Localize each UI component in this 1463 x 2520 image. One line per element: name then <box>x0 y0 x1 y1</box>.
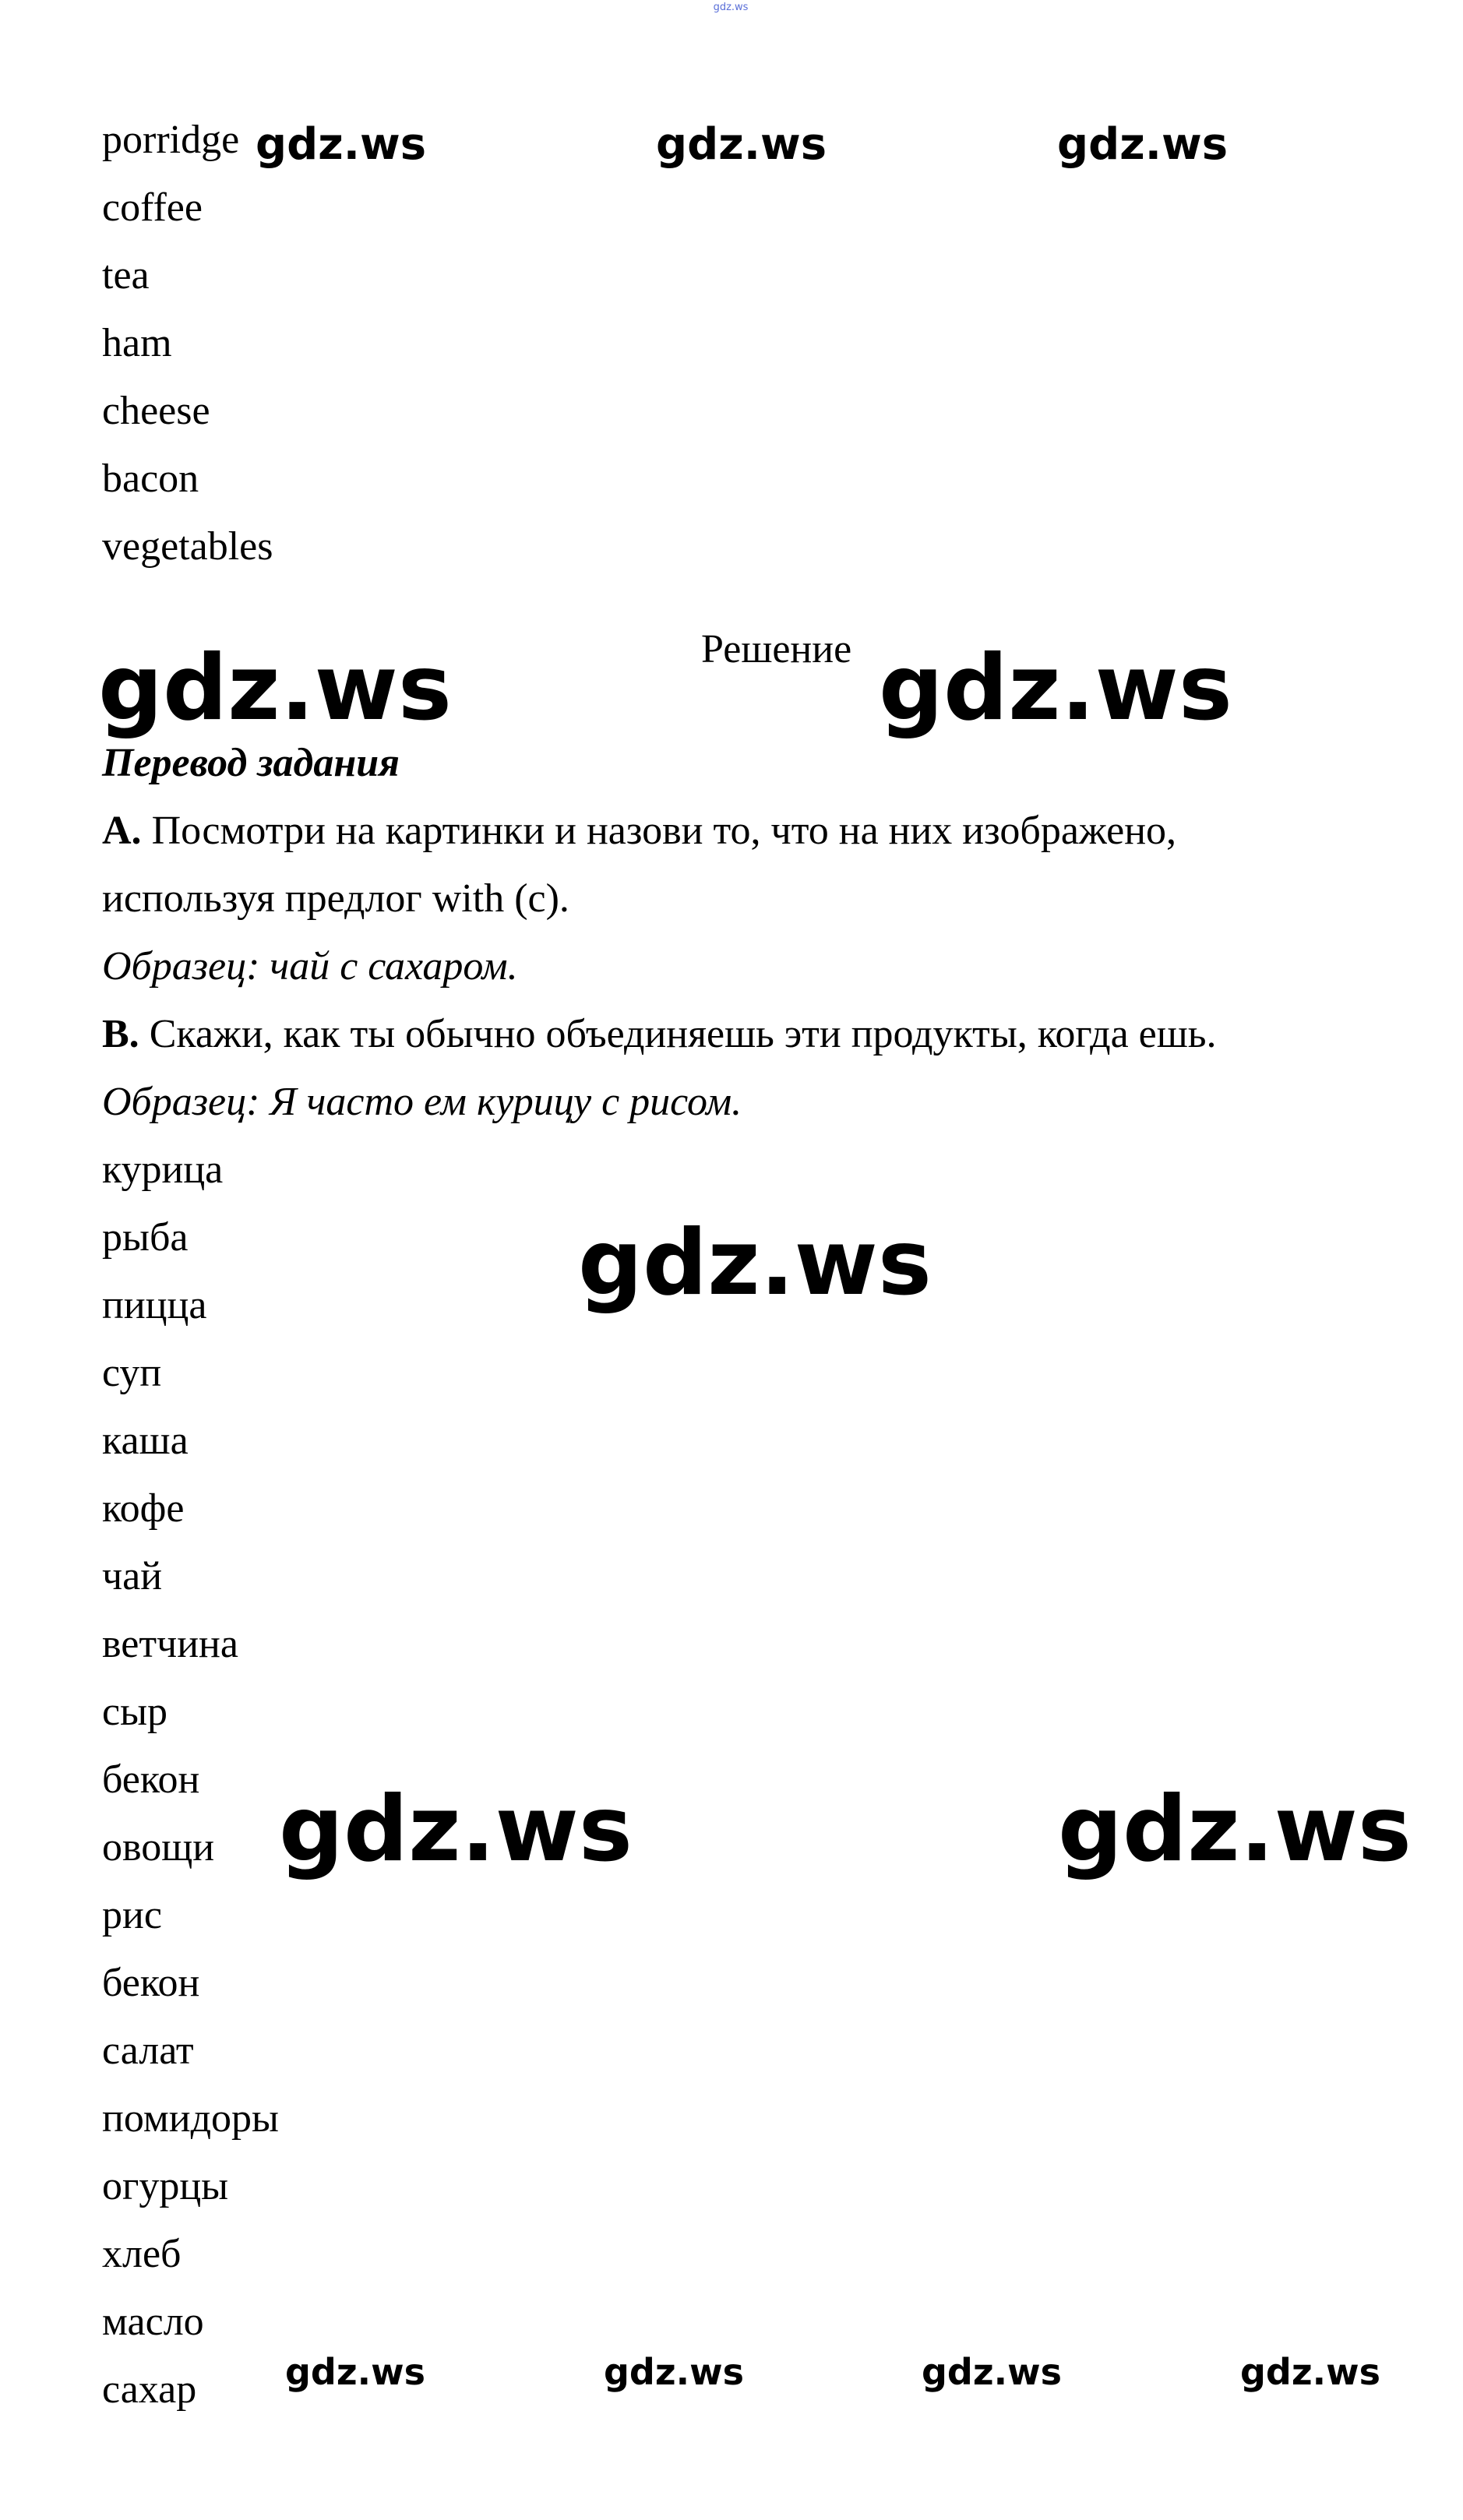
word-ru: чай <box>102 1554 163 1598</box>
word-ham: ham <box>102 321 172 365</box>
word-vegetables: vegetables <box>102 524 273 569</box>
task-a-label: A. <box>102 809 142 853</box>
watermark: gdz.ws <box>879 636 1232 741</box>
task-b-label: B. <box>102 1012 139 1056</box>
header-watermark: gdz.ws <box>713 2 749 13</box>
word-ru: каша <box>102 1419 189 1463</box>
watermark: gdz.ws <box>279 1777 633 1882</box>
task-a-line2: используя предлог with (с). <box>102 876 569 921</box>
solution-title: Решение <box>701 627 852 671</box>
task-b-example: Образец: Я часто ем курицу с рисом. <box>102 1080 742 1124</box>
word-ru: огурцы <box>102 2164 229 2208</box>
watermark: gdz.ws <box>285 2351 425 2393</box>
word-ru: бекон <box>102 1757 200 1802</box>
word-ru: помидоры <box>102 2096 279 2141</box>
word-ru: хлеб <box>102 2232 182 2276</box>
word-ru: кофе <box>102 1486 185 1531</box>
watermark: gdz.ws <box>922 2351 1062 2393</box>
translation-heading: Перевод задания <box>102 741 400 785</box>
word-ru: пицца <box>102 1283 207 1327</box>
word-ru: бекон <box>102 1961 200 2005</box>
watermark: gdz.ws <box>578 1211 932 1316</box>
task-a-example: Образец: чай с сахаром. <box>102 944 518 989</box>
word-ru: салат <box>102 2028 194 2073</box>
watermark: gdz.ws <box>98 636 452 741</box>
word-ru: курица <box>102 1147 224 1192</box>
word-ru: овощи <box>102 1825 215 1870</box>
watermark: gdz.ws <box>1240 2351 1380 2393</box>
watermark: gdz.ws <box>604 2351 744 2393</box>
watermark: gdz.ws <box>1058 1777 1412 1882</box>
word-ru: сахар <box>102 2367 197 2412</box>
watermark: gdz.ws <box>1057 119 1229 170</box>
watermark: gdz.ws <box>656 119 827 170</box>
word-tea: tea <box>102 253 150 298</box>
task-b-text: Скажи, как ты обычно объединяешь эти продукты, когда ешь. <box>139 1012 1217 1056</box>
word-ru: рис <box>102 1893 162 1937</box>
task-a-text: Посмотри на картинки и назови то, что на них изображено, <box>141 809 1177 853</box>
word-ru: масло <box>102 2300 204 2344</box>
word-ru: рыба <box>102 1215 189 1260</box>
word-cheese: cheese <box>102 389 210 433</box>
word-ru: суп <box>102 1351 162 1395</box>
watermark: gdz.ws <box>256 119 427 170</box>
word-ru: ветчина <box>102 1622 238 1666</box>
word-ru: сыр <box>102 1690 168 1734</box>
word-porridge: porridge <box>102 118 240 162</box>
word-coffee: coffee <box>102 185 203 230</box>
task-b-line <box>102 1014 1217 1055</box>
word-bacon: bacon <box>102 456 199 501</box>
task-a-line1 <box>102 811 1176 851</box>
